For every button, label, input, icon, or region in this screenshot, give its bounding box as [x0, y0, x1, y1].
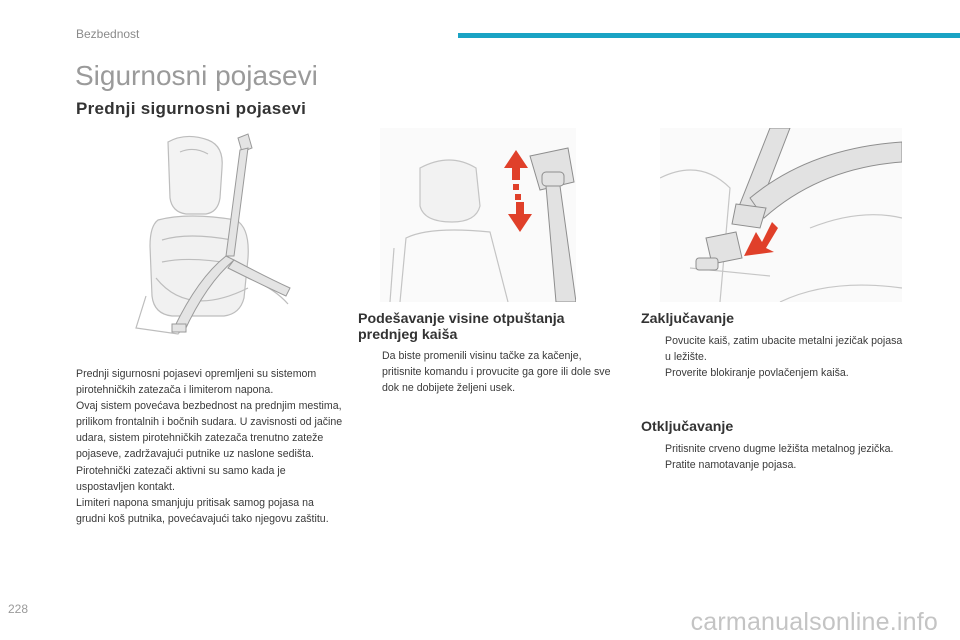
intro-paragraph: Prednji sigurnosni pojasevi opremljeni su sistemom pirotehničkih zatezača i limiterom napona.: [76, 368, 317, 397]
list-item-text: Povucite kaiš, zatim ubacite metalni jezičak pojasa u ležište.: [665, 335, 903, 364]
list-item: [358, 348, 620, 396]
page-subtitle: Prednji sigurnosni pojasevi: [76, 99, 307, 118]
seat-belt-illustration: [128, 128, 298, 340]
list-item: [641, 441, 911, 457]
unlock-heading: Otključavanje: [641, 419, 734, 435]
adjust-heading-line2: prednjeg kaiša: [358, 327, 458, 343]
unlock-list: [641, 441, 911, 473]
list-item: [641, 365, 911, 381]
section-label: Bezbednost: [76, 27, 140, 41]
intro-text: [76, 366, 344, 527]
list-item: [641, 333, 911, 365]
buckle-lock-illustration: [660, 128, 902, 302]
page-number: 228: [8, 602, 29, 616]
intro-paragraph: Pirotehnički zatezači aktivni su samo kada je uspostavljen kontakt.: [76, 464, 286, 493]
lock-list: [641, 333, 911, 381]
watermark-link[interactable]: carmanualsonline.info: [690, 608, 938, 636]
list-item-text: Proverite blokiranje povlačenjem kaiša.: [665, 367, 849, 380]
adjust-heading: [358, 311, 565, 343]
list-item-text: Da biste promenili visinu tačke za kačenje, pritisnite komandu i provucite ga gore ili dole sve dok ne dobijete željeni usek.: [382, 350, 611, 395]
list-item-text: Pritisnite crveno dugme ležišta metalnog jezička.: [665, 443, 894, 455]
lock-heading: Zaključavanje: [641, 311, 735, 327]
adjust-list: [358, 348, 620, 396]
list-item: [641, 457, 911, 473]
list-item-text: Pratite namotavanje pojasa.: [665, 459, 797, 472]
page-title: Sigurnosni pojasevi: [75, 60, 318, 91]
intro-paragraph: Ovaj sistem povećava bezbednost na prednjim mestima, prilikom frontalnih i bočnih sudara. U zavisnosti od jačine udara, sistem pirotehničkih zatezača trenutno zateže pojaseve, zadržavajući putnike uz naslone sedišta.: [76, 400, 343, 461]
header-accent-bar: [458, 33, 960, 38]
adjust-heading-line1: Podešavanje visine otpuštanja: [358, 311, 565, 327]
intro-paragraph: Limiteri napona smanjuju pritisak samog pojasa na grudni koš putnika, povećavajući tako njegovu zaštitu.: [76, 496, 329, 525]
height-adjust-illustration: [380, 128, 576, 302]
